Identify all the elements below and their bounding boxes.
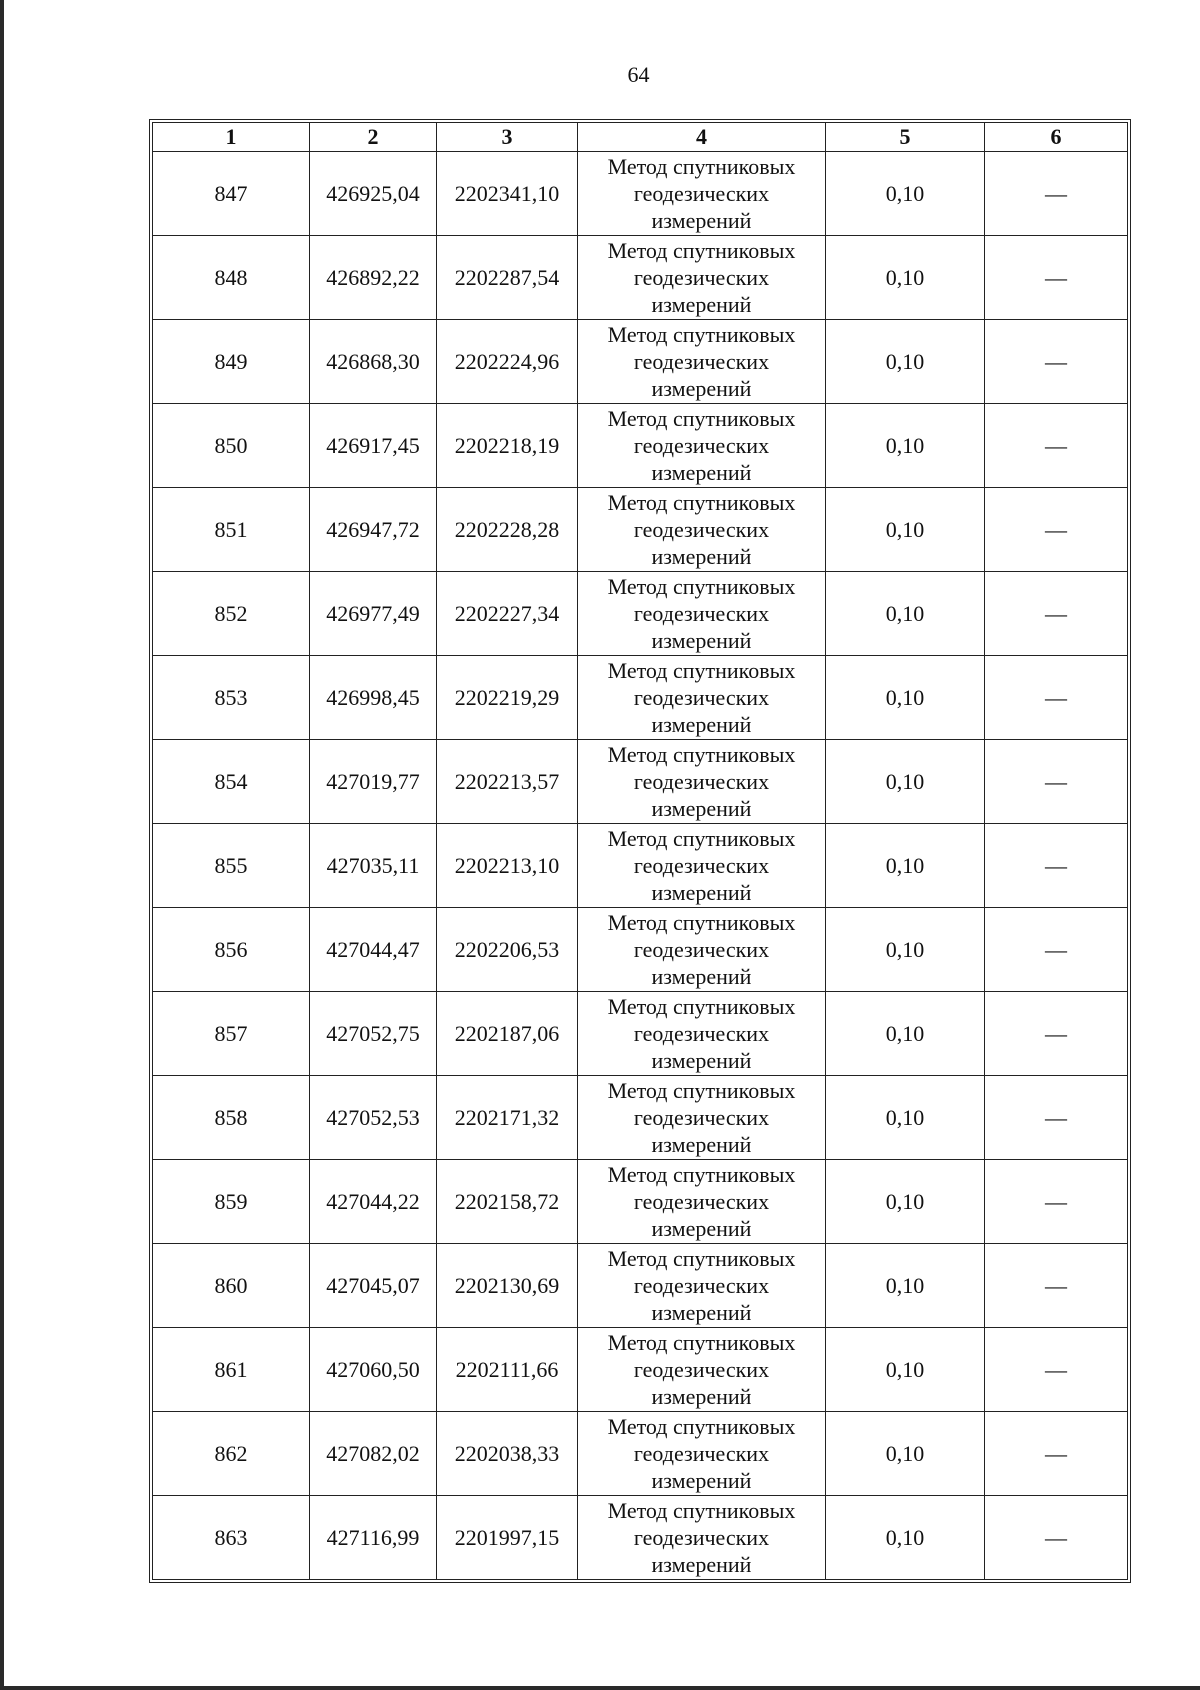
- method-cell: [578, 1412, 826, 1496]
- method-line: измерений: [651, 376, 752, 401]
- note-dash: —: [1045, 517, 1067, 542]
- method-cell: [578, 992, 826, 1076]
- note-cell: [985, 1328, 1128, 1412]
- note-dash: —: [1045, 1357, 1067, 1382]
- column-header-1: 1: [153, 123, 310, 152]
- column-header-4: 4: [578, 123, 826, 152]
- note-dash: —: [1045, 1189, 1067, 1214]
- y-coordinate-cell: 2202213,57: [437, 740, 578, 824]
- point-number-cell: 862: [153, 1412, 310, 1496]
- note-dash: —: [1045, 1273, 1067, 1298]
- x-coordinate-cell: 426892,22: [310, 236, 437, 320]
- note-dash: —: [1045, 937, 1067, 962]
- method-line: Метод спутниковых: [607, 742, 796, 767]
- accuracy-cell: 0,10: [826, 1076, 985, 1160]
- method-line: измерений: [651, 1132, 752, 1157]
- method-line: Метод спутниковых: [607, 322, 796, 347]
- note-cell: [985, 572, 1128, 656]
- scan-edge-bottom: [0, 1686, 1200, 1690]
- y-coordinate-cell: 2202038,33: [437, 1412, 578, 1496]
- x-coordinate-cell: 427044,47: [310, 908, 437, 992]
- method-line: Метод спутниковых: [607, 1330, 796, 1355]
- method-line: измерений: [651, 1048, 752, 1073]
- scan-edge-left: [0, 0, 4, 1690]
- table-row: [153, 824, 1128, 908]
- accuracy-cell: 0,10: [826, 908, 985, 992]
- x-coordinate-cell: 427060,50: [310, 1328, 437, 1412]
- note-cell: [985, 740, 1128, 824]
- note-dash: —: [1045, 1525, 1067, 1550]
- accuracy-cell: 0,10: [826, 404, 985, 488]
- note-dash: —: [1045, 349, 1067, 374]
- y-coordinate-cell: 2202111,66: [437, 1328, 578, 1412]
- header-row: [153, 123, 1128, 152]
- note-cell: [985, 236, 1128, 320]
- note-dash: —: [1045, 433, 1067, 458]
- accuracy-cell: 0,10: [826, 992, 985, 1076]
- accuracy-cell: 0,10: [826, 740, 985, 824]
- accuracy-cell: 0,10: [826, 488, 985, 572]
- method-cell: [578, 1160, 826, 1244]
- y-coordinate-cell: 2202218,19: [437, 404, 578, 488]
- note-dash: —: [1045, 769, 1067, 794]
- method-cell: [578, 488, 826, 572]
- point-number-cell: 850: [153, 404, 310, 488]
- page-number: 64: [627, 62, 650, 87]
- note-cell: [985, 1160, 1128, 1244]
- accuracy-cell: 0,10: [826, 1328, 985, 1412]
- point-number-cell: 859: [153, 1160, 310, 1244]
- x-coordinate-cell: 426977,49: [310, 572, 437, 656]
- column-header-6: 6: [985, 123, 1128, 152]
- y-coordinate-cell: 2202227,34: [437, 572, 578, 656]
- method-line: геодезических: [633, 349, 770, 374]
- table-row: [153, 404, 1128, 488]
- table-row: [153, 1328, 1128, 1412]
- point-number-cell: 863: [153, 1496, 310, 1580]
- accuracy-cell: 0,10: [826, 236, 985, 320]
- method-line: геодезических: [633, 181, 770, 206]
- x-coordinate-cell: 427052,53: [310, 1076, 437, 1160]
- method-line: измерений: [651, 208, 752, 233]
- x-coordinate-cell: 427044,22: [310, 1160, 437, 1244]
- method-cell: [578, 1076, 826, 1160]
- note-cell: [985, 824, 1128, 908]
- method-line: геодезических: [633, 1441, 770, 1466]
- x-coordinate-cell: 427019,77: [310, 740, 437, 824]
- x-coordinate-cell: 427116,99: [310, 1496, 437, 1580]
- table-row: [153, 740, 1128, 824]
- method-line: Метод спутниковых: [607, 1414, 796, 1439]
- x-coordinate-cell: 427045,07: [310, 1244, 437, 1328]
- y-coordinate-cell: 2202213,10: [437, 824, 578, 908]
- coordinates-table: [152, 122, 1128, 1580]
- note-cell: [985, 1244, 1128, 1328]
- y-coordinate-cell: 2202171,32: [437, 1076, 578, 1160]
- method-line: измерений: [651, 1384, 752, 1409]
- method-line: измерений: [651, 544, 752, 569]
- note-cell: [985, 1076, 1128, 1160]
- note-dash: —: [1045, 1105, 1067, 1130]
- point-number-cell: 861: [153, 1328, 310, 1412]
- accuracy-cell: 0,10: [826, 152, 985, 236]
- table-row: [153, 1076, 1128, 1160]
- column-header-2: 2: [310, 123, 437, 152]
- method-line: геодезических: [633, 265, 770, 290]
- method-cell: [578, 824, 826, 908]
- method-cell: [578, 152, 826, 236]
- method-line: измерений: [651, 292, 752, 317]
- point-number-cell: 860: [153, 1244, 310, 1328]
- table-row: [153, 908, 1128, 992]
- table-row: [153, 236, 1128, 320]
- x-coordinate-cell: 426917,45: [310, 404, 437, 488]
- method-line: геодезических: [633, 601, 770, 626]
- method-cell: [578, 572, 826, 656]
- accuracy-cell: 0,10: [826, 1160, 985, 1244]
- method-line: геодезических: [633, 517, 770, 542]
- method-cell: [578, 1244, 826, 1328]
- method-cell: [578, 908, 826, 992]
- method-line: геодезических: [633, 433, 770, 458]
- method-line: измерений: [651, 460, 752, 485]
- y-coordinate-cell: 2202187,06: [437, 992, 578, 1076]
- method-line: измерений: [651, 1300, 752, 1325]
- method-line: геодезических: [633, 1189, 770, 1214]
- method-line: Метод спутниковых: [607, 826, 796, 851]
- column-header-5: 5: [826, 123, 985, 152]
- table-row: [153, 320, 1128, 404]
- method-cell: [578, 236, 826, 320]
- method-line: Метод спутниковых: [607, 910, 796, 935]
- method-line: Метод спутниковых: [607, 1078, 796, 1103]
- method-line: Метод спутниковых: [607, 238, 796, 263]
- method-cell: [578, 404, 826, 488]
- method-line: измерений: [651, 964, 752, 989]
- column-header-3: 3: [437, 123, 578, 152]
- y-coordinate-cell: 2202130,69: [437, 1244, 578, 1328]
- note-cell: [985, 908, 1128, 992]
- x-coordinate-cell: 426998,45: [310, 656, 437, 740]
- method-line: Метод спутниковых: [607, 994, 796, 1019]
- method-line: Метод спутниковых: [607, 154, 796, 179]
- method-line: геодезических: [633, 853, 770, 878]
- accuracy-cell: 0,10: [826, 1412, 985, 1496]
- method-cell: [578, 1496, 826, 1580]
- table-row: [153, 1160, 1128, 1244]
- point-number-cell: 849: [153, 320, 310, 404]
- y-coordinate-cell: 2202224,96: [437, 320, 578, 404]
- method-line: измерений: [651, 628, 752, 653]
- table-header: [153, 123, 1128, 152]
- method-line: измерений: [651, 880, 752, 905]
- method-cell: [578, 320, 826, 404]
- note-cell: [985, 992, 1128, 1076]
- table-row: [153, 1412, 1128, 1496]
- point-number-cell: 856: [153, 908, 310, 992]
- accuracy-cell: 0,10: [826, 320, 985, 404]
- method-cell: [578, 656, 826, 740]
- y-coordinate-cell: 2202341,10: [437, 152, 578, 236]
- accuracy-cell: 0,10: [826, 1496, 985, 1580]
- method-line: геодезических: [633, 685, 770, 710]
- method-line: геодезических: [633, 1357, 770, 1382]
- method-line: Метод спутниковых: [607, 490, 796, 515]
- note-dash: —: [1045, 685, 1067, 710]
- x-coordinate-cell: 427035,11: [310, 824, 437, 908]
- note-cell: [985, 1496, 1128, 1580]
- method-line: геодезических: [633, 1273, 770, 1298]
- method-line: измерений: [651, 1552, 752, 1577]
- accuracy-cell: 0,10: [826, 1244, 985, 1328]
- method-line: измерений: [651, 1468, 752, 1493]
- method-line: Метод спутниковых: [607, 406, 796, 431]
- x-coordinate-cell: 427082,02: [310, 1412, 437, 1496]
- note-dash: —: [1045, 1441, 1067, 1466]
- note-cell: [985, 656, 1128, 740]
- note-dash: —: [1045, 1021, 1067, 1046]
- method-line: Метод спутниковых: [607, 1162, 796, 1187]
- point-number-cell: 858: [153, 1076, 310, 1160]
- note-cell: [985, 488, 1128, 572]
- method-cell: [578, 1328, 826, 1412]
- method-line: геодезических: [633, 769, 770, 794]
- table-row: [153, 992, 1128, 1076]
- method-line: геодезических: [633, 1105, 770, 1130]
- point-number-cell: 852: [153, 572, 310, 656]
- method-line: геодезических: [633, 937, 770, 962]
- table-row: [153, 572, 1128, 656]
- note-cell: [985, 152, 1128, 236]
- point-number-cell: 851: [153, 488, 310, 572]
- method-line: геодезических: [633, 1021, 770, 1046]
- x-coordinate-cell: 426868,30: [310, 320, 437, 404]
- method-line: Метод спутниковых: [607, 658, 796, 683]
- table-row: [153, 1244, 1128, 1328]
- y-coordinate-cell: 2202206,53: [437, 908, 578, 992]
- point-number-cell: 848: [153, 236, 310, 320]
- method-line: измерений: [651, 1216, 752, 1241]
- accuracy-cell: 0,10: [826, 572, 985, 656]
- method-line: измерений: [651, 712, 752, 737]
- note-cell: [985, 320, 1128, 404]
- table-row: [153, 488, 1128, 572]
- point-number-cell: 855: [153, 824, 310, 908]
- method-line: Метод спутниковых: [607, 1246, 796, 1271]
- y-coordinate-cell: 2201997,15: [437, 1496, 578, 1580]
- x-coordinate-cell: 426947,72: [310, 488, 437, 572]
- y-coordinate-cell: 2202287,54: [437, 236, 578, 320]
- table-body: [153, 152, 1128, 1580]
- method-line: Метод спутниковых: [607, 1498, 796, 1523]
- point-number-cell: 847: [153, 152, 310, 236]
- y-coordinate-cell: 2202158,72: [437, 1160, 578, 1244]
- method-cell: [578, 740, 826, 824]
- note-cell: [985, 404, 1128, 488]
- point-number-cell: 853: [153, 656, 310, 740]
- note-dash: —: [1045, 601, 1067, 626]
- table-row: [153, 656, 1128, 740]
- table-row: [153, 1496, 1128, 1580]
- note-cell: [985, 1412, 1128, 1496]
- method-line: Метод спутниковых: [607, 574, 796, 599]
- x-coordinate-cell: 426925,04: [310, 152, 437, 236]
- point-number-cell: 854: [153, 740, 310, 824]
- accuracy-cell: 0,10: [826, 824, 985, 908]
- y-coordinate-cell: 2202228,28: [437, 488, 578, 572]
- point-number-cell: 857: [153, 992, 310, 1076]
- table-row: [153, 152, 1128, 236]
- method-line: геодезических: [633, 1525, 770, 1550]
- note-dash: —: [1045, 853, 1067, 878]
- note-dash: —: [1045, 265, 1067, 290]
- method-line: измерений: [651, 796, 752, 821]
- accuracy-cell: 0,10: [826, 656, 985, 740]
- note-dash: —: [1045, 181, 1067, 206]
- y-coordinate-cell: 2202219,29: [437, 656, 578, 740]
- x-coordinate-cell: 427052,75: [310, 992, 437, 1076]
